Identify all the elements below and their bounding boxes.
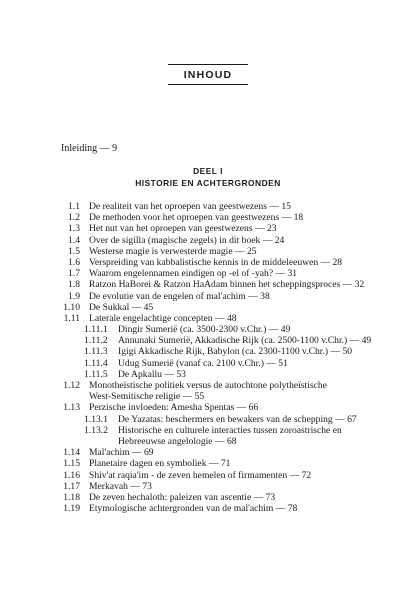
toc-entry [0, 425, 416, 436]
toc-entry [0, 313, 416, 324]
toc-entry-number: 1.11 [63, 312, 80, 324]
toc-entry-number: 1.14 [63, 447, 80, 459]
toc-entry [0, 279, 416, 290]
toc-entry [0, 257, 416, 268]
toc-entry-number: 1.10 [63, 301, 80, 313]
toc-entry-text: De zeven hechaloth: paleizen van ascentie — 73 [89, 491, 276, 503]
toc-entry [0, 302, 416, 313]
toc-entry-text: Igigi Akkadische Rijk, Babylon (ca. 2300-1100 v.Chr.) — 50 [118, 346, 353, 358]
toc-entry-number: 1.2 [68, 212, 80, 224]
part-subtitle: HISTORIE EN ACHTERGRONDEN [135, 178, 281, 188]
toc-entry-number: 1.16 [63, 469, 80, 481]
toc-entry-number: 1.4 [68, 234, 80, 246]
toc-entry-text: West-Semitische religie — 55 [89, 391, 205, 403]
toc-entry-text: De realiteit van het oproepen van geestwezens — 15 [89, 201, 291, 212]
toc-entry [0, 492, 416, 503]
toc-entry-number: 1.1 [68, 201, 80, 212]
toc-entry [0, 402, 416, 413]
toc-entry-text: De methoden voor het oproepen van geestwezens — 18 [89, 212, 304, 224]
toc-entry [0, 201, 416, 212]
toc-entry-number: 1.13 [63, 402, 80, 414]
toc-entry-text: Verspreiding van kabbalistische kennis in de middeleeuwen — 28 [89, 256, 343, 268]
toc-entry-number: 1.15 [63, 458, 80, 470]
toc-entry-number: 1.8 [68, 279, 80, 291]
toc-entry-text: Westerse magie is verwesterde magie — 25 [89, 245, 257, 257]
toc-entry [0, 212, 416, 223]
title-rule-bottom [168, 84, 248, 85]
page-title: INHOUD [183, 69, 233, 81]
toc-entry [0, 223, 416, 234]
toc-entry-text: Planetaire dagen en symboliek — 71 [89, 458, 231, 470]
toc-entry-text: Udug Sumerië (vanaf ca. 2100 v.Chr.) — 51 [118, 357, 288, 369]
toc-entry [0, 291, 416, 302]
toc-entry-number: 1.19 [63, 503, 80, 515]
toc-entry-number: 1.11.2 [84, 335, 108, 347]
toc-intro-entry: Inleiding — 9 [61, 143, 118, 154]
toc-entry-text: Shiv'at raqia'im - de zeven hemelen of firmamenten — 72 [89, 469, 312, 481]
toc-entry-number: 1.7 [68, 268, 80, 280]
toc-entry-text: Ratzon HaBorei & Ratzon HaAdam binnen het scheppingsproces — 32 [89, 279, 365, 291]
toc-entry [0, 335, 416, 346]
toc-entry [0, 268, 416, 279]
toc-entry-text: Perzische invloeden: Amesha Spentas — 66 [89, 402, 259, 414]
toc-entry-text: De Apkallu — 53 [118, 368, 186, 380]
part-heading [0, 165, 416, 189]
toc-entry-text: Historische en culturele interacties tussen zoroastrische en [118, 424, 342, 436]
toc-entry [0, 458, 416, 469]
toc-entry-text: Mal'achim — 69 [89, 447, 154, 459]
toc-entry [0, 235, 416, 246]
toc-entry-number: 1.11.1 [84, 324, 108, 336]
toc-entry [0, 358, 416, 369]
toc-entry-text: De evolutie van de engelen of mal'achim — 38 [89, 290, 270, 302]
toc-entry [0, 391, 416, 402]
toc-entry-number: 1.11.5 [84, 368, 108, 380]
toc-entry [0, 470, 416, 481]
toc-entry-text: Dingir Sumerië (ca. 3500-2300 v.Chr.) — 49 [118, 324, 291, 336]
toc-entry-text: Annunaki Sumerië, Akkadische Rijk (ca. 2500-1100 v.Chr.) — 49 [118, 335, 372, 347]
toc-entry [0, 380, 416, 391]
toc-entry-number: 1.13.2 [84, 424, 108, 436]
toc-entry [0, 346, 416, 357]
toc-entry-text: Het nut van het oproepen van geestwezens — 23 [89, 223, 277, 235]
toc-entry-text: Hebreeuwse angelologie — 68 [118, 435, 237, 447]
part-title: DEEL I [193, 166, 223, 176]
toc-entry [0, 481, 416, 492]
toc-entry-number: 1.13.1 [84, 413, 108, 425]
title-rule-top [168, 64, 248, 65]
toc-entry-number: 1.12 [63, 380, 80, 391]
toc-entry-text: Waarom engelennamen eindigen op -el of -yah? — 31 [89, 268, 298, 280]
toc-entry [0, 414, 416, 425]
toc-entry-number: 1.18 [63, 491, 80, 503]
toc-entry-text: De Sukkal — 45 [89, 301, 154, 313]
table-of-contents [0, 201, 416, 514]
toc-entry-number: 1.3 [68, 223, 80, 235]
toc-entry-text: Merkavah — 73 [89, 480, 152, 492]
toc-entry [0, 447, 416, 458]
toc-entry-number: 1.11.3 [84, 346, 108, 358]
toc-entry-number: 1.6 [68, 256, 80, 268]
toc-entry-text: De Yazatas: beschermers en bewakers van de schepping — 67 [118, 413, 357, 425]
toc-entry-number: 1.5 [68, 245, 80, 257]
toc-entry-text: Over de sigilla (magische zegels) in dit boek — 24 [89, 234, 285, 246]
toc-entry-text: Laterale engelachtige concepten — 48 [89, 312, 237, 324]
toc-entry [0, 246, 416, 257]
toc-entry-number: 1.17 [63, 480, 80, 492]
toc-entry [0, 369, 416, 380]
toc-entry-text: Etymologische achtergronden van de mal'achim — 78 [89, 503, 298, 515]
toc-entry [0, 503, 416, 514]
toc-entry-text: Monotheïstische politiek versus de autochtone polytheïstische [89, 380, 327, 391]
toc-entry-number: 1.9 [68, 290, 80, 302]
toc-entry-number: 1.11.4 [84, 357, 108, 369]
toc-entry [0, 324, 416, 335]
toc-entry [0, 436, 416, 447]
